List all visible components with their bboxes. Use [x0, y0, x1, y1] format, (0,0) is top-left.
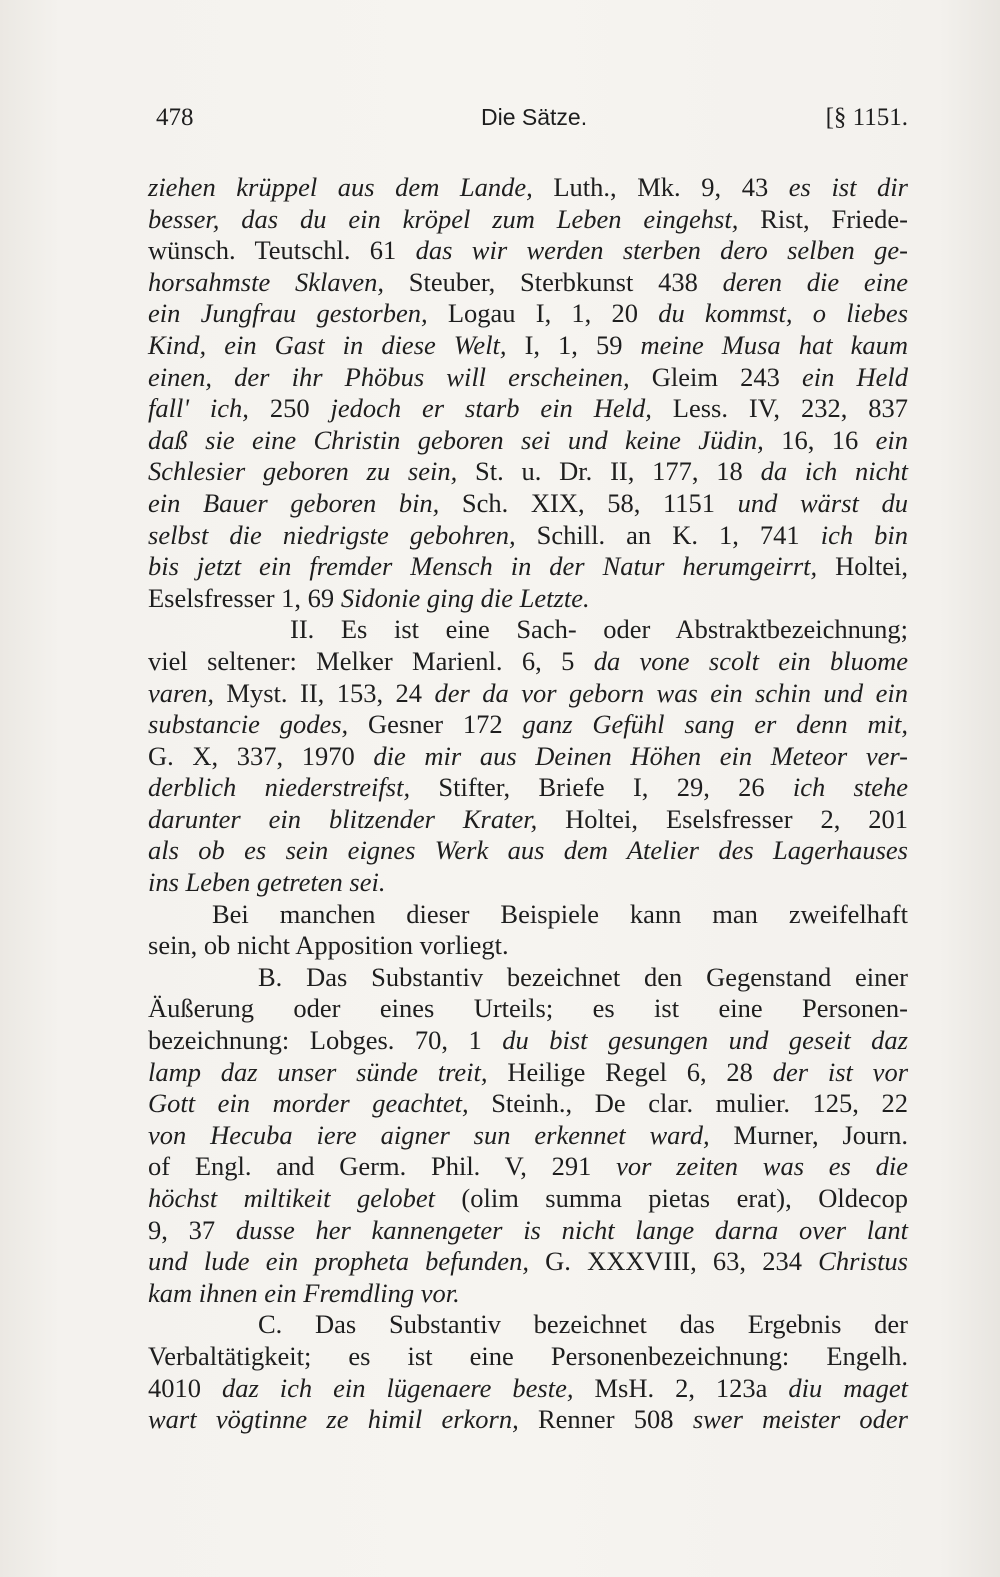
source-reference: 9, 37: [148, 1214, 236, 1245]
source-reference: Murner, Journ.: [709, 1119, 908, 1150]
text-line: [148, 362, 908, 394]
source-reference: II. Es ist eine Sach- oder Abstraktbezeichnung;: [290, 614, 908, 645]
italic-quotation: du bist gesungen und geseit daz: [502, 1025, 908, 1056]
italic-quotation: höchst miltikeit gelobet: [148, 1183, 435, 1213]
italic-quotation: als ob es sein eignes Werk aus dem Atelier des Lagerhauses: [148, 835, 908, 866]
text-line: [148, 393, 908, 425]
text-line: [148, 1088, 908, 1120]
italic-quotation: diu maget: [788, 1372, 909, 1403]
source-reference: Rist, Friede-: [738, 203, 908, 234]
source-reference: B. Das Substantiv bezeichnet den Gegenstand einer: [258, 961, 908, 992]
text-line: [148, 330, 908, 362]
text-line: [148, 646, 908, 678]
source-reference: sein, ob nicht Apposition vorliegt.: [148, 930, 509, 961]
source-reference: Gesner 172: [348, 709, 523, 740]
italic-quotation: wart vögtinne ze himil erkorn,: [148, 1404, 519, 1435]
text-line: [148, 772, 908, 804]
text-line: [148, 1246, 908, 1278]
source-reference: 250: [248, 393, 331, 424]
italic-quotation: Kind, ein Gast in diese Welt,: [148, 329, 507, 360]
text-line: [148, 993, 908, 1025]
italic-quotation: darunter ein blitzender Krater,: [148, 803, 538, 834]
italic-quotation: meine Musa hat kaum: [640, 329, 908, 360]
source-reference: bezeichnung: Lobges. 70, 1: [148, 1025, 503, 1056]
italic-quotation: es ist dir: [788, 172, 908, 202]
source-reference: Steuber, Sterbkunst 438: [383, 266, 723, 297]
source-reference: Luth., Mk. 9, 43: [532, 172, 789, 202]
source-reference: wünsch. Teutschl. 61: [148, 235, 416, 266]
source-reference: I, 1, 59: [506, 329, 641, 360]
italic-quotation: du kommst, o liebes: [658, 298, 909, 329]
italic-quotation: selbst die niedrigste gebohren,: [148, 519, 516, 550]
text-line: [148, 1215, 908, 1247]
italic-quotation: daz ich ein lügenaere beste,: [221, 1372, 574, 1403]
italic-quotation: deren die eine: [722, 266, 908, 297]
text-line: [148, 1341, 908, 1373]
source-reference: Äußerung oder eines Urteils; es ist eine Personen-: [148, 993, 908, 1024]
source-reference: Heilige Regel 6, 28: [487, 1056, 773, 1087]
source-reference: 16, 16: [763, 424, 876, 455]
text-line: [148, 267, 908, 299]
text-line: [148, 425, 908, 457]
page-header: [156, 104, 908, 140]
italic-quotation: substancie godes,: [148, 709, 349, 740]
text-line: [148, 488, 908, 520]
source-reference: G. XXXVIII, 63, 234: [528, 1246, 819, 1277]
source-reference: Holtei,: [817, 551, 908, 582]
italic-quotation: ganz Gefühl sang er denn mit,: [522, 709, 908, 740]
text-line: [148, 614, 908, 646]
source-reference: Schill. an K. 1, 741: [515, 519, 821, 550]
source-reference: of Engl. and Germ. Phil. V, 291: [148, 1151, 617, 1182]
source-reference: G. X, 337, 1970: [148, 740, 374, 771]
text-line: [148, 835, 908, 867]
source-reference: Bei manchen dieser Beispiele kann man zweifelhaft: [212, 898, 908, 929]
paragraph: [148, 1309, 908, 1435]
italic-quotation: dusse her kannengeter is nicht lange darna over lant: [235, 1214, 908, 1245]
source-reference: Gleim 243: [629, 361, 802, 392]
italic-quotation: ein: [875, 424, 908, 455]
text-line: [148, 1309, 908, 1341]
italic-quotation: ein Bauer geboren bin,: [148, 487, 440, 518]
italic-quotation: vor zeiten was es die: [616, 1151, 908, 1182]
text-line: [148, 678, 908, 710]
source-reference: Stifter, Briefe I, 29, 26: [410, 772, 793, 803]
italic-quotation: horsahmste Sklaven,: [148, 266, 384, 297]
italic-quotation: fall' ich,: [148, 393, 249, 424]
italic-quotation: der ist vor: [772, 1056, 909, 1087]
italic-quotation: besser, das du ein kröpel zum Leben eingehst,: [148, 203, 739, 234]
italic-quotation: kam ihnen ein Fremdling vor.: [148, 1277, 460, 1308]
running-title: Die Sätze.: [481, 104, 588, 130]
source-reference: (olim summa pietas erat), Oldecop: [434, 1183, 908, 1213]
source-reference: viel seltener: Melker Marienl. 6, 5: [148, 645, 594, 676]
paragraph: [148, 962, 908, 1310]
source-reference: Verbaltätigkeit; es ist eine Personenbezeichnung: Engelh.: [148, 1340, 908, 1371]
page-number: 478: [156, 104, 194, 131]
paragraph: [148, 172, 908, 614]
section-number: [§ 1151.: [825, 104, 908, 131]
text-line: [148, 804, 908, 836]
text-line: [148, 172, 908, 204]
italic-quotation: Christus: [818, 1246, 908, 1277]
paragraph: [148, 614, 908, 898]
source-reference: C. Das Substantiv bezeichnet das Ergebnis der: [258, 1309, 908, 1340]
text-line: [148, 551, 908, 583]
italic-quotation: bis jetzt ein fremder Mensch in der Natur herumgeirrt,: [148, 551, 818, 582]
text-line: [148, 1151, 908, 1183]
text-line: [148, 1183, 908, 1215]
italic-quotation: ich bin: [820, 519, 908, 550]
source-reference: Myst. II, 153, 24: [213, 677, 435, 708]
source-reference: Sch. XIX, 58, 1151: [439, 487, 738, 518]
text-line: [148, 456, 908, 488]
italic-quotation: Gott ein morder geachtet,: [148, 1088, 469, 1119]
italic-quotation: Sidonie ging die Letzte.: [340, 582, 590, 613]
italic-quotation: ein Jungfrau gestorben,: [148, 298, 428, 329]
source-reference: MsH. 2, 123a: [573, 1372, 789, 1403]
text-line: [148, 583, 908, 615]
body-text: [148, 172, 908, 1436]
text-line: [148, 1025, 908, 1057]
text-line: [148, 1278, 908, 1310]
italic-quotation: lamp daz unser sünde treit,: [148, 1056, 488, 1087]
text-line: [148, 899, 908, 931]
source-reference: Less. IV, 232, 837: [651, 393, 908, 424]
text-line: [148, 741, 908, 773]
italic-quotation: ein Held: [801, 361, 909, 392]
paragraph: [148, 899, 908, 962]
italic-quotation: von Hecuba iere aigner sun erkennet ward,: [148, 1119, 710, 1150]
italic-quotation: da ich nicht: [760, 456, 908, 487]
italic-quotation: swer meister oder: [692, 1404, 908, 1435]
italic-quotation: Schlesier geboren zu sein,: [148, 456, 458, 487]
source-reference: St. u. Dr. II, 177, 18: [457, 456, 761, 487]
italic-quotation: und wärst du: [737, 487, 908, 518]
text-line: [148, 1120, 908, 1152]
text-line: [148, 520, 908, 552]
italic-quotation: ins Leben getreten sei.: [148, 867, 386, 898]
source-reference: Steinh., De clar. mulier. 125, 22: [468, 1088, 908, 1119]
text-line: [148, 1373, 908, 1405]
text-line: [148, 1404, 908, 1436]
text-line: [148, 709, 908, 741]
source-reference: Eselsfresser 1, 69: [148, 582, 341, 613]
source-reference: 4010: [148, 1372, 222, 1403]
text-line: [148, 204, 908, 236]
text-line: [148, 1057, 908, 1089]
italic-quotation: die mir aus Deinen Höhen ein Meteor ver-: [373, 740, 908, 771]
italic-quotation: das wir werden sterben dero selben ge-: [415, 235, 908, 266]
text-line: [148, 235, 908, 267]
italic-quotation: und lude ein propheta befunden,: [148, 1246, 529, 1277]
text-line: [148, 930, 908, 962]
italic-quotation: jedoch er starb ein Held,: [330, 393, 652, 424]
text-line: [148, 298, 908, 330]
source-reference: Holtei, Eselsfresser 2, 201: [537, 803, 908, 834]
italic-quotation: derblich niederstreifst,: [148, 772, 411, 803]
text-line: [148, 962, 908, 994]
source-reference: Logau I, 1, 20: [427, 298, 659, 329]
italic-quotation: einen, der ihr Phöbus will erscheinen,: [148, 361, 630, 392]
source-reference: Renner 508: [518, 1404, 693, 1435]
italic-quotation: ziehen krüppel aus dem Lande,: [148, 172, 533, 202]
italic-quotation: daß sie eine Christin geboren sei und keine Jüdin,: [148, 424, 764, 455]
italic-quotation: der da vor geborn was ein schin und ein: [434, 677, 908, 708]
text-line: [148, 867, 908, 899]
italic-quotation: varen,: [148, 677, 214, 708]
italic-quotation: da vone scolt ein bluome: [593, 645, 908, 676]
italic-quotation: ich stehe: [792, 772, 908, 803]
